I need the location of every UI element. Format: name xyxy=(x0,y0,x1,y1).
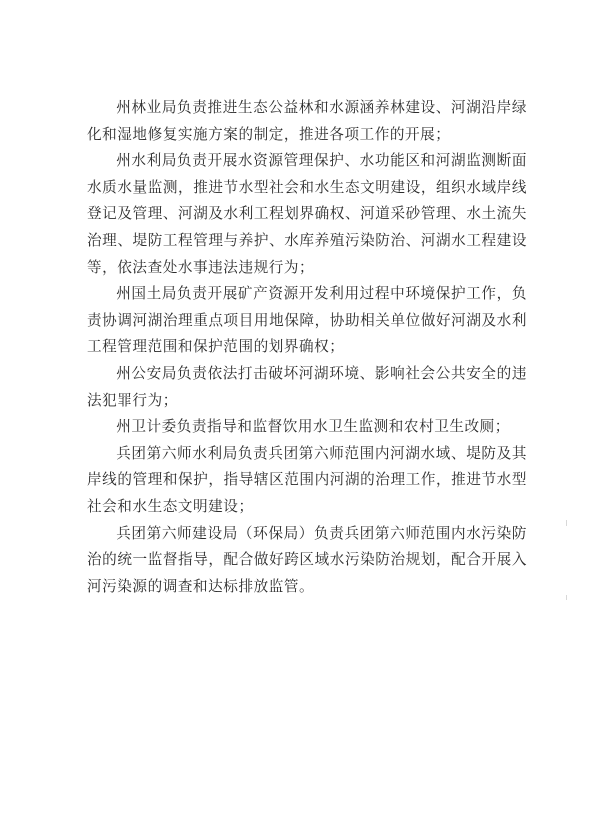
paragraph-water-resources: 州水利局负责开展水资源管理保护、水功能区和河湖监测断面水质水量监测，推进节水型社会和水生态文明建设，组织水域岸线登记及管理、河湖及水利工程划界确权、河道采砂管理、水土流失治理、堤防工程管理与养护、水库养殖污染防治、河湖水工程建设等，依法查处水事违法违规行为； xyxy=(87,152,527,276)
paragraph-land-resources: 州国土局负责开展矿产资源开发利用过程中环境保护工作，负责协调河湖治理重点项目用地保障，协助相关单位做好河湖及水利工程管理范围和保护范围的划界确权； xyxy=(87,285,527,356)
paragraph-public-security: 州公安局负责依法打击破坏河湖环境、影响社会公共安全的违法犯罪行为； xyxy=(87,364,527,409)
paragraph-health: 州卫计委负责指导和监督饮用水卫生监测和农村卫生改厕； xyxy=(116,418,510,436)
scan-edge-mark xyxy=(566,595,567,600)
paragraph-forestry: 州林业局负责推进生态公益林和水源涵养林建设、河湖沿岸绿化和湿地修复实施方案的制定，推进各项工作的开展； xyxy=(87,99,527,143)
document-body xyxy=(87,95,527,600)
paragraph-corps-water: 兵团第六师水利局负责兵团第六师范围内河湖水域、堤防及其岸线的管理和保护，指导辖区范围内河湖的治理工作，推进节水型社会和水生态文明建设； xyxy=(87,444,527,515)
scan-edge-mark xyxy=(566,520,567,526)
paragraph-corps-construction: 兵团第六师建设局（环保局）负责兵团第六师范围内水污染防治的统一监督指导，配合做好跨区域水污染防治规划，配合开展入河污染源的调查和达标排放监管。 xyxy=(87,524,527,595)
